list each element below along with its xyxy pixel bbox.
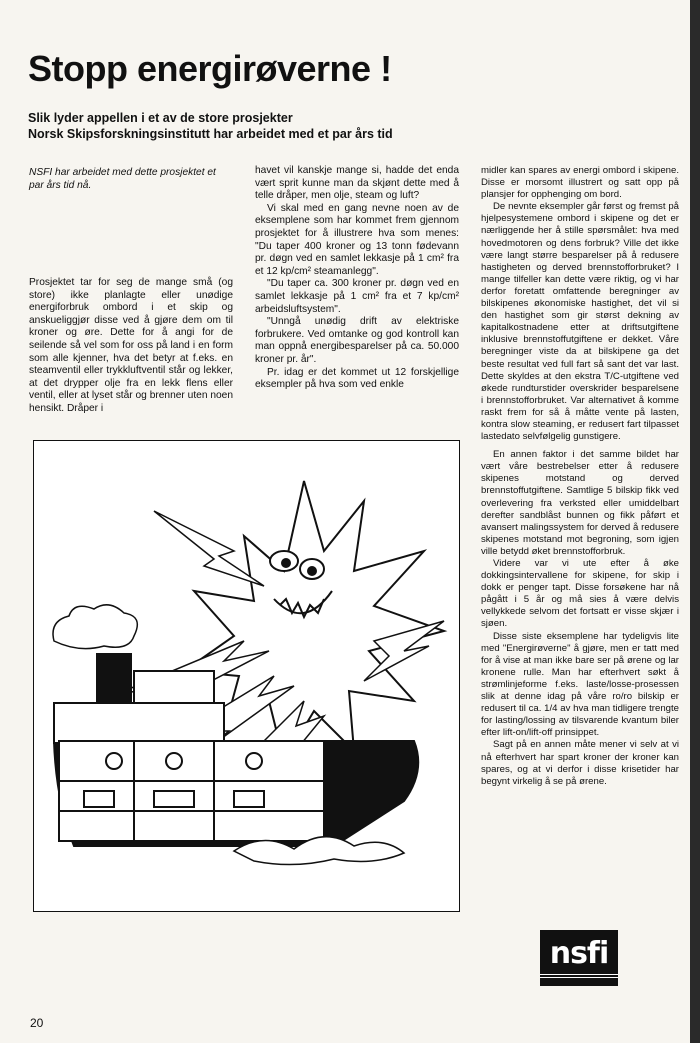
column-1	[29, 277, 233, 416]
paragraph: Videre var vi ute efter å øke dokkingsintervallene for skipene, for skip i dokk er penger tapt. Disse forsøkene har nå pågått i 5 år og må sies å være delvis vellykkede selvom det fortsatt er visse skjær i sjøen.	[481, 558, 679, 630]
subtitle	[28, 110, 393, 142]
subtitle-line-2: Norsk Skipsforskningsinstitutt har arbeidet med et par års tid	[28, 127, 393, 141]
paragraph: Sagt på en annen måte mener vi selv at vi nå efterhvert har spart kroner der kroner kan spares, og at vi derfor i disse krisetider har begynt virkelig å se på ørene.	[481, 739, 679, 787]
nsfi-logo	[540, 930, 618, 986]
subtitle-line-1: Slik lyder appellen i et av de store prosjekter	[28, 111, 293, 125]
smoke-cloud	[53, 605, 137, 649]
cartoon-ship-illustration	[33, 440, 460, 912]
paragraph: "Unngå unødig drift av elektriske forbrukere. Ved omtanke og god kontroll kan man oppnå energibesparelser på ca. 50.000 kroner pr. år".	[255, 316, 459, 365]
illustration-svg	[34, 441, 459, 911]
paragraph: midler kan spares av energi ombord i skipene. Disse er morsomt illustrert og satt opp på plansjer for opphenging om bord.	[481, 165, 679, 201]
paragraph: havet vil kanskje mange si, hadde det enda vært sprit kunne man da skjønt dette med å telle dråper, men olje, steam og luft?	[255, 165, 459, 202]
paragraph: Disse siste eksemplene har tydeligvis lite med "Energirøverne" å gjøre, men er tatt med for å vise at man ikke bare ser på ørene og lar kronene rulle. Man har efterhvert søkt å strømlinjeforme f.eks. laste/losse-prosessen slik at denne idag på våre ro/ro bilskip er redusert til ca. 1/4 av hva man tidligere trengte for lasting/lossing av tilsvarende kvantum biler efter lift-on/lift-off prinsippet.	[481, 630, 679, 739]
page-title: Stopp energirøverne !	[28, 48, 392, 89]
intro-paragraph: NSFI har arbeidet med dette prosjektet et par års tid nå.	[29, 167, 216, 191]
paragraph: Vi skal med en gang nevne noen av de eksemplene som har kommet frem gjennom prosjektet for å illustrere hva som menes: "Du taper 400 kroner og 13 tonn fødevann pr. døgn ved en samlet lekkasje på 1 cm² fra et 12 kp/cm² steamanlegg".	[255, 202, 459, 277]
page-number: 20	[30, 1016, 44, 1030]
paragraph: Pr. idag er det kommet ut 12 forskjellige eksempler på hva som ved enkle	[255, 366, 459, 391]
logo-text: nsfi	[549, 936, 609, 971]
column-2	[255, 165, 459, 392]
page-edge	[690, 0, 700, 1043]
waves	[234, 837, 404, 865]
funnel	[96, 653, 132, 703]
paragraph: "Du taper ca. 300 kroner pr. døgn ved en samlet lekkasje på 1 cm² fra et 7 kp/cm² arbeidsluftsystem".	[255, 278, 459, 315]
logo-stripes	[540, 974, 618, 980]
column-3	[481, 165, 679, 788]
paragraph: Prosjektet tar for seg de mange små (og store) ikke planlagte eller unødige energiforbruk ombord i et skip og anskueliggjør disse ved å gjøre dem om til kroner og øre. Dette for å angi for de seilende så vel som for oss på land i en form som alle kjenner, hva det betyr at f.eks. en steamventil eller trykkluftventil står og lekker, at det drypper olje fra en lekk flens eller ventil, eller at lyset står og brenner uten noen hensikt. Dråper i	[29, 277, 233, 414]
paragraph: En annen faktor i det samme bildet har vært våre bestrebelser etter å redusere skipenes motstand og derved brennstoffutgiftene. Samtlige 5 bilskip fikk ved overlevering fra verksted eller umiddelbart derefter sandblåst bunnen og fikk påført et avansert malingssystem for derved å redusere skipenes motstand mot begroning, som igjen ville betydd øket brennstofforbruk.	[481, 449, 679, 557]
intro-text	[29, 167, 233, 192]
paragraph: De nevnte eksempler går først og fremst på hjelpesystemene ombord i skipene og det er nærliggende her å stille spørsmålet: hva med hovedmotoren og dens forbruk? Ville det ikke være langt større besparelser på å redusere hastigheten og derved brennstofforbruket? I mange tilfeller kan dette være riktig, og vi har derfor foretatt omfattende beregninger av bilskipenes økonomiske hastighet, det vil si den hastighet som gir størst dekning av kapitalkostnadene etter at driftsutgiftene inklusive brennstoffutgiftene er dekket. Våre beregninger viste da at bilskipene ga det beste resultat ved full fart så sant det var last. Dette skyldes at den ekstra T/C-utgiftene ved økede rundturstider overskrider besparelsene i brennstofforbruket. Var alternativet å komme raskt frem for så å måtte vente på lasten, kontra slow steaming, er redusert fart tilpasset lastedato selvfølgelig gunstigere.	[481, 201, 679, 443]
